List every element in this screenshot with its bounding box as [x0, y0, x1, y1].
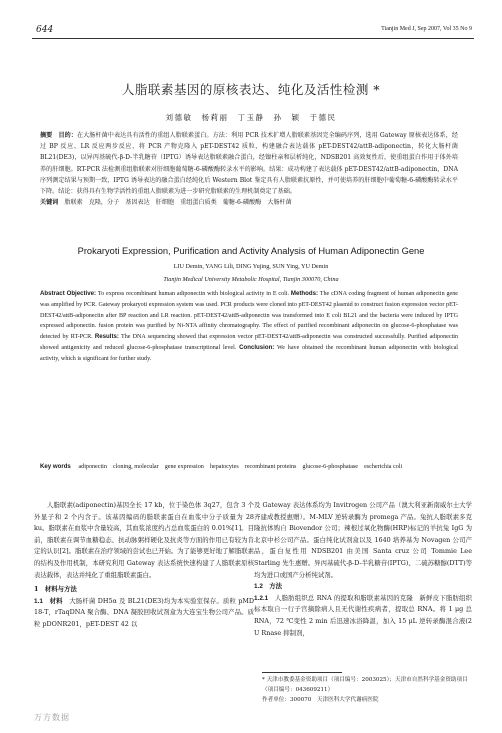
affiliation-en: Tianjin Medical University Metabolic Hospital, Tianjin 300070, China	[163, 276, 339, 283]
objective-label: Objective:	[66, 290, 97, 297]
footnote-affiliation: 作者单位：300070 天津医科大学代谢病医院	[262, 696, 379, 703]
results-text: The DNA sequencing showed that expression vector pET-DEST42/attB-adiponectin was constructed successfully. Purified adiponectin showed antigenicity and reduced glucose-6-phosphatase transcriptional level.	[40, 334, 458, 351]
authors-cn: 刘德敏 杨莉丽 丁玉静 孙 颖 于德民	[165, 113, 337, 122]
conclusion-label: Conclusion:	[239, 343, 275, 351]
section-heading: 1 材料与方法	[34, 585, 77, 594]
running-header: Tianjin Med J, Sep 2007, Vol 35 No 9	[381, 26, 472, 32]
body-right-column	[254, 500, 472, 639]
keywords-en-label: Key words	[40, 463, 71, 470]
subsection-heading: 1.2 方法	[254, 583, 283, 591]
abstract-en-label: Abstract	[40, 290, 65, 297]
keywords-cn-label: 关键词	[40, 199, 59, 207]
abstract-cn	[40, 130, 458, 208]
subsection-heading: 1.1 材料	[34, 597, 63, 605]
methods-text: The cDNA coding fragment of human adiponectin gene was amplified by PCR. Gateway prokaryoti expression system was used. PCR products were cloned into pET-DEST42 plasmid to construct fusion expression vector pET-DEST42/attB-adiponectin after BP reaction and LR reaction. pET-DEST42/attB-adiponectin was transformed into E coli BL21 and the bacteria were induced by IPTG expressed adiponectin. fusion protein was purified by Ni-NTA affinity chromatography. The effect of purified recombinant adiponectin on glucose-6-phosphatase was detected by RT-PCR.	[40, 291, 458, 341]
subsubsection-heading: 1.2.1	[254, 594, 269, 602]
footnotes	[262, 676, 474, 705]
body-left-column	[34, 500, 254, 631]
footnote-funding: * 天津市教委基金资助项目（项目编号：2003025）；天津市自然科学基金资助项目（项目编号：043609211）	[262, 677, 468, 693]
authors-en: LIU Demin, YANG Lili, DING Yujing, SUN Ying, YU Demin	[173, 263, 329, 270]
article-title-cn: 人脂联素基因的原核表达、纯化及活性检测 *	[121, 82, 381, 97]
abstract-cn-label: 摘要 目的：	[40, 132, 77, 139]
methods-label: Methods:	[290, 290, 319, 297]
footnote-rule	[262, 672, 342, 673]
body-paragraph: 及 Gateway 表达体系均为 Invitrogen 公司产品（澳大利亚新南威尔士大学齐建成教授惠赠）。M-MLV 逆转录酶为 promega 产品。兔抗人脂联素多克隆抗体购自 Biovendor 公司；辣根过氧化物酶(HRP)标记的羊抗兔 IgG 为北京中杉公司产品。蛋白纯化试剂盒以及 1640 培养基为 Novagen 公司产品，蛋白复性用 NDSB201 由美国 Santa cruz 公司 Tommie Lee Starling 先生惠赠。异丙基硫代-β-D-半乳糖苷(IPTG)、二硫苏糖醇(DTT)等均为进口或国产分析纯试剂。	[254, 501, 472, 579]
body-paragraph: 大肠杆菌 DH5α 及 BL21(DE3)均为本实验室保存。质粒 pMD 18-T，rTaqDNA 聚合酶、DNA 凝胶回收试剂盒为大连宝生物公司产品。质粒 pDONR201，pET-DEST 42 以	[34, 596, 255, 628]
body-paragraph: 人脂肪组织总 RNA 的提取和脂联素基因的克隆 新鲜皮下脂肪组织标本取自一行子宫摘除病人且无代谢性疾病者，提取总 RNA。将 1 μg 总 RNA，72 ℃变性 2 min 后迅速冰浴降温，加入 15 μL 逆转录酶混合液(2 U Rnase 抑制剂，	[254, 593, 472, 637]
page-number: 644	[36, 25, 54, 35]
watermark: 万方数据	[34, 713, 70, 722]
objective-text: To express recombinant human adiponectin with biological activity in E coli.	[97, 291, 290, 297]
keywords-en-block	[40, 462, 458, 473]
results-label: Results:	[94, 333, 119, 341]
header-rule	[32, 38, 474, 39]
abstract-cn-text: 在大肠杆菌中表达具有活性的重组人脂联素蛋白。方法：利用 PCR 技术扩增人脂联素基因完全编码序列，选用 Gateway 原核表达体系，经过 BP 反应、LR 反应两步反应，将 PCR 产物克隆入 pET-DEST42 质粒，构建融合表达载体 pET-DEST42/attB-adiponectin，转化大肠杆菌 BL21(DE3)，以异丙基硫代-β-D-半乳糖苷（IPTG）诱导表达脂联素融合蛋白，经镍柱亲和层析纯化，NDSB201 高效复性后，使重组蛋白作用于体外培养的肝细胞。RT-PCR 法检测重组脂联素对肝细胞葡萄糖-6-磷酸酶转录水平的影响。结果：成功构建了表达载体 pET-DEST42/attB-adiponectin，DNA 序列测定结果与预期一致，IPTG 诱导表达的融合蛋白经纯化后 Western Blot 鉴定具有人脂联素抗原性，并可使培养的肝细胞中葡萄糖-6-磷酸酶转录水平下降。结论：获得具有生物学活性的重组人脂联素为进一步研究脂联素的生理机制奠定了基础。	[40, 132, 458, 196]
conclusion-text: We have obtained the recombinant human adiponectin with biological activity, which is significant for further study.	[40, 344, 458, 362]
abstract-en	[40, 289, 458, 365]
article-title-en: Prokaryoti Expression, Purification and Activity Analysis of Human Adiponectin Gene	[77, 246, 425, 256]
keywords-en: adiponectin cloning, molecular gene expression hepatocytes recombinant proteins glucose-6-phosphatase escherichia coli	[78, 464, 403, 470]
keywords-cn: 脂联素 克隆，分子 基因表达 肝细胞 重组蛋白质类 葡糖-6-磷酸酶 大肠杆菌	[64, 199, 292, 207]
body-paragraph: 人脂联素(adiponectin)基因全长 17 kb，位于染色体 3q27，包含 3 个外显子和 2 个内含子。该基因编码的脂联素蛋白在血浆中分子质量为 28 ku。脂联素在血浆中含量较高，其血浆浓度约占总血浆蛋白的 0.01%[1]。目前，脂联素在调节血糖稳态、抗动脉粥样硬化及抗炎等方面的作用已有较为肯定的认识[2]。脂联素在治疗领域的尝试也已开始。为了能够更好地了解脂联素的结构及作用机制，本研究利用 Gateway 表达系统快速构建了人脂联素原核表达载体，表达并纯化了重组脂联素蛋白。	[34, 501, 254, 579]
